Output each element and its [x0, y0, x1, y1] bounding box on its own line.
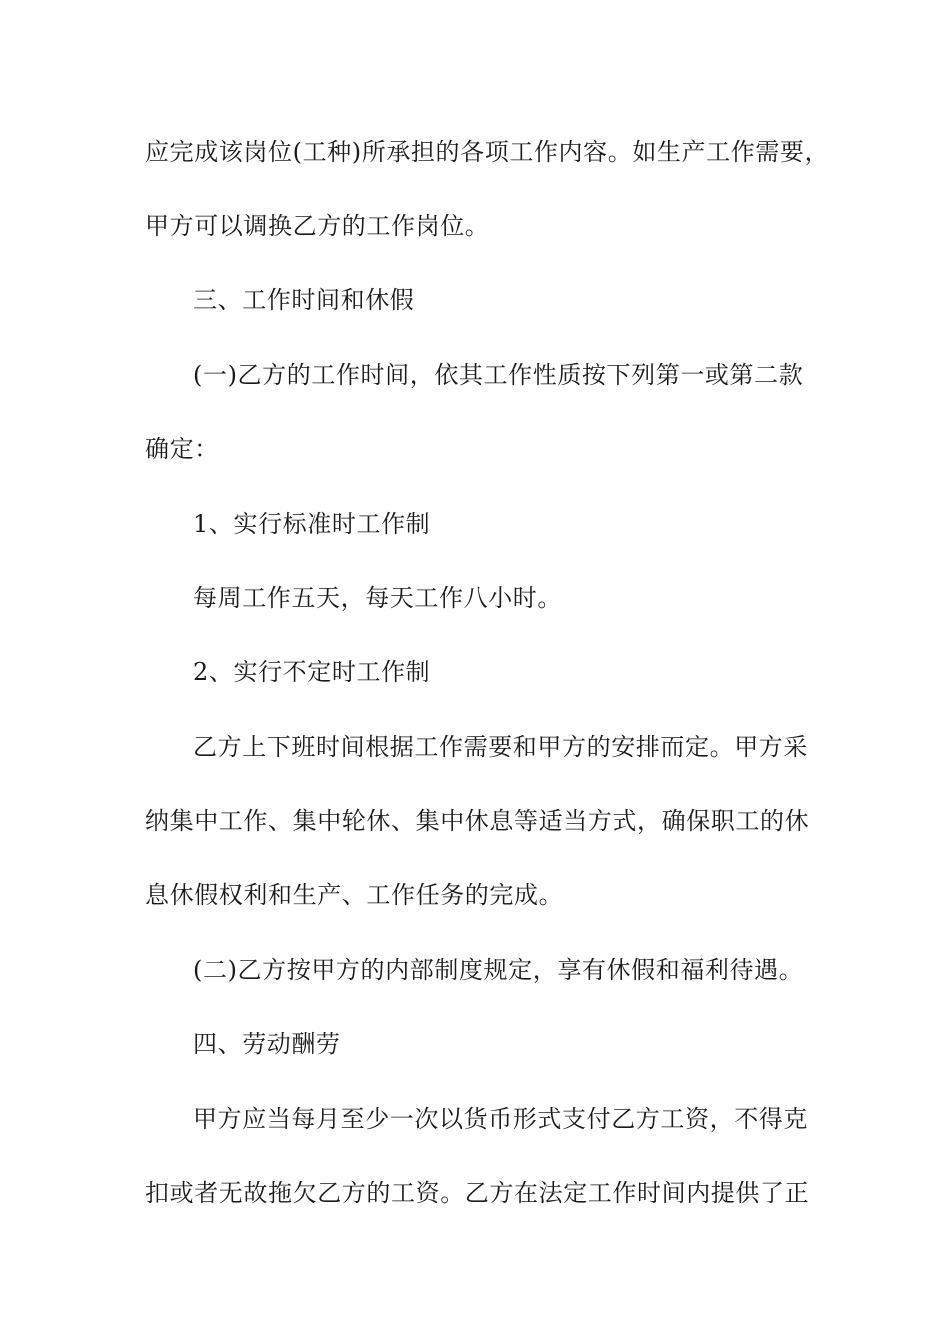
section-heading: 四、劳动酬劳 — [193, 1030, 341, 1058]
text-line: 乙方上下班时间根据工作需要和甲方的安排而定。甲方采 — [193, 733, 808, 761]
text-line: 每周工作五天，每天工作八小时。 — [193, 584, 562, 612]
text-line: 甲方可以调换乙方的工作岗位。 — [145, 212, 490, 240]
section-heading: 三、工作时间和休假 — [193, 286, 415, 314]
text-line: 扣或者无故拖欠乙方的工资。乙方在法定工作时间内提供了正 — [145, 1179, 810, 1207]
text-line: 息休假权利和生产、工作任务的完成。 — [145, 881, 564, 909]
text-line: 纳集中工作、集中轮休、集中休息等适当方式，确保职工的休 — [145, 807, 810, 835]
subsection-heading: 1、实行标准时工作制 — [193, 510, 431, 538]
text-line: (一)乙方的工作时间，依其工作性质按下列第一或第二款 — [193, 361, 804, 389]
text-line: 应完成该岗位(工种)所承担的各项工作内容。如生产工作需要， — [145, 138, 830, 166]
subsection-heading: 2、实行不定时工作制 — [193, 658, 431, 686]
text-line: 甲方应当每月至少一次以货币形式支付乙方工资，不得克 — [193, 1105, 808, 1133]
text-line: (二)乙方按甲方的内部制度规定，享有休假和福利待遇。 — [193, 956, 804, 984]
text-line: 确定： — [145, 435, 219, 463]
